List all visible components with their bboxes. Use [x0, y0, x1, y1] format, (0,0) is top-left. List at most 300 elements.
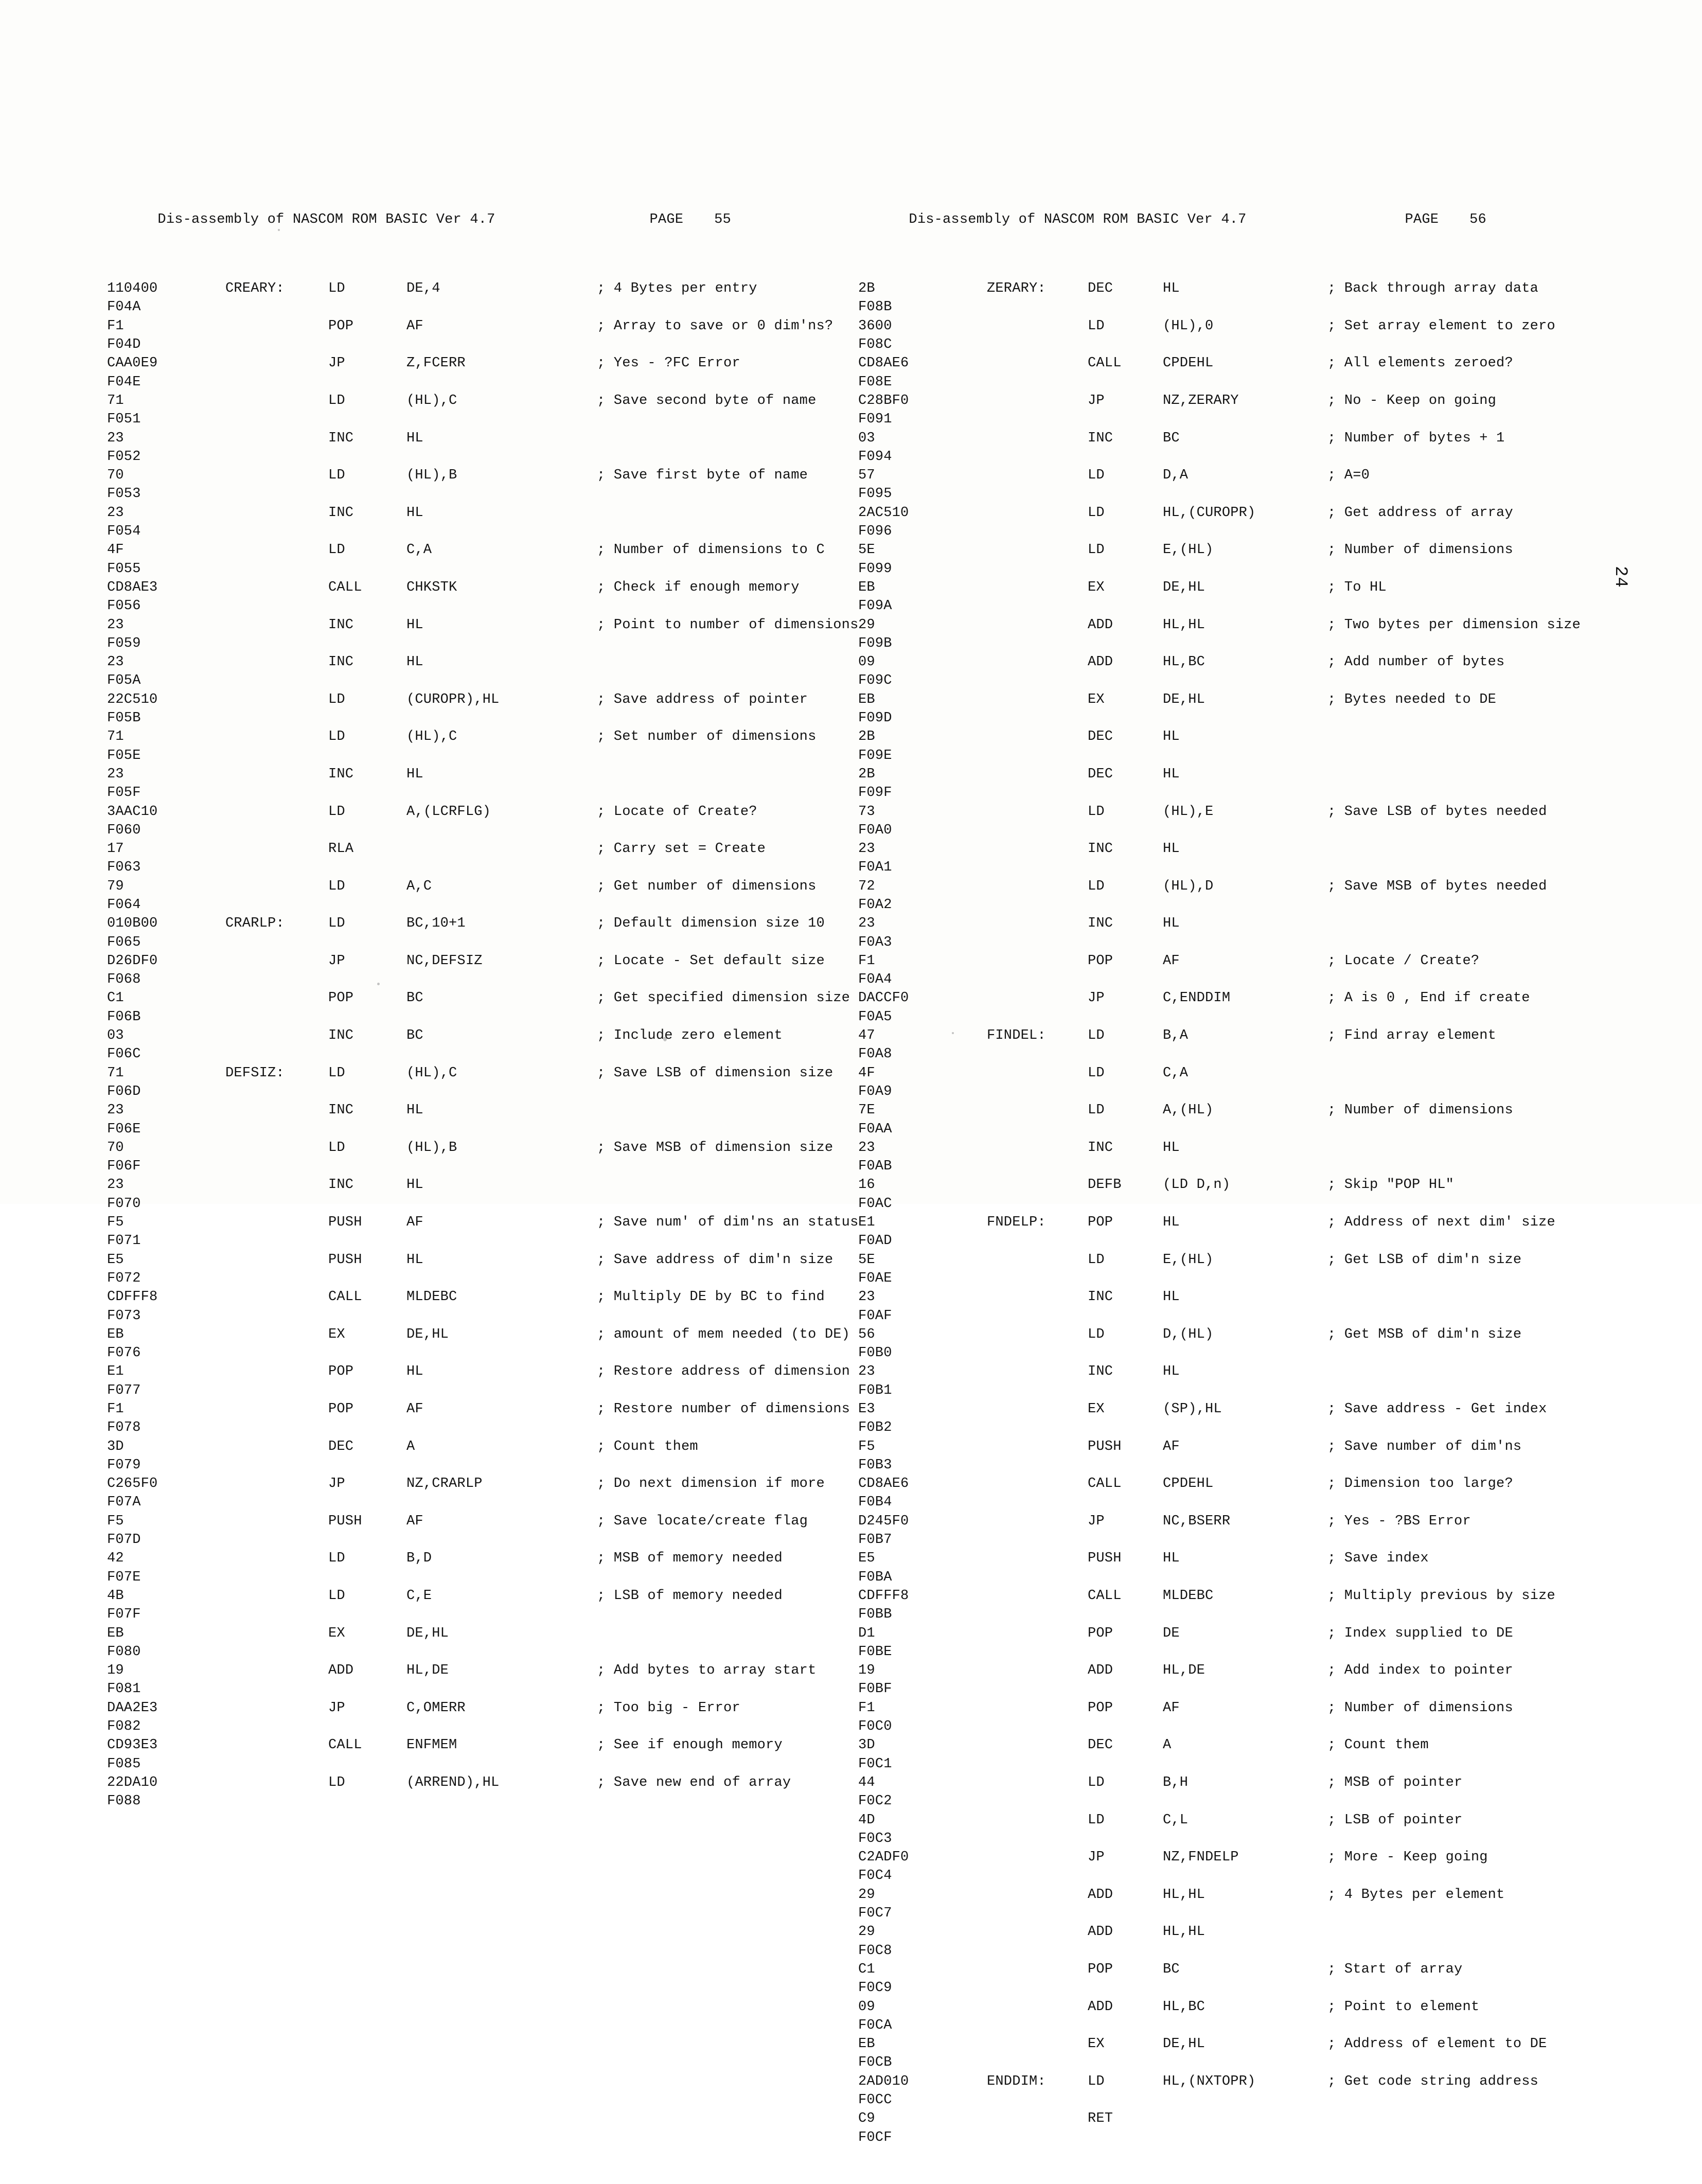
instruction-comment: ; Start of array — [1327, 1961, 1463, 1977]
instruction-comment: ; Save LSB of dimension size — [597, 1065, 834, 1081]
listing-row — [858, 1755, 1604, 1773]
instruction-operands: (ARREND),HL — [406, 1774, 500, 1790]
instruction-comment: ; Get address of array — [1327, 505, 1513, 521]
instruction-operands: HL,BC — [1163, 1999, 1205, 2015]
instruction-address: F0BF — [858, 1681, 892, 1697]
instruction-address: F0C0 — [858, 1719, 892, 1735]
instruction-mnemonic: LD — [1088, 1774, 1105, 1790]
instruction-bytes: 57 — [858, 468, 875, 484]
instruction-bytes: 70 — [107, 468, 124, 484]
instruction-operands: (LD D,n) — [1163, 1177, 1231, 1193]
instruction-comment: ; Find array element — [1327, 1028, 1497, 1044]
listing-row — [107, 747, 843, 765]
instruction-mnemonic: INC — [328, 1177, 354, 1193]
listing-row — [858, 1269, 1604, 1288]
instruction-mnemonic: EX — [328, 1625, 345, 1641]
instruction-comment: ; Get MSB of dim'n size — [1327, 1326, 1522, 1342]
instruction-comment: ; Include zero element — [597, 1028, 783, 1044]
listing-row — [107, 1381, 843, 1400]
listing-row — [107, 1418, 843, 1437]
instruction-comment: ; Save num' of dim'ns an status — [597, 1215, 859, 1231]
instruction-address: F063 — [107, 860, 141, 876]
instruction-bytes: CD8AE6 — [858, 356, 909, 371]
instruction-comment: ; Locate of Create? — [597, 804, 757, 820]
instruction-mnemonic: CALL — [1088, 1588, 1122, 1604]
instruction-comment: ; Number of dimensions to C — [597, 542, 825, 558]
instruction-mnemonic: LD — [1088, 878, 1105, 894]
instruction-comment: ; Save address of dim'n size — [597, 1252, 834, 1268]
instruction-mnemonic: PUSH — [328, 1252, 362, 1268]
instruction-mnemonic: JP — [328, 1700, 345, 1716]
instruction-mnemonic: ADD — [1088, 654, 1113, 670]
instruction-bytes: 23 — [107, 505, 124, 521]
listing-row — [107, 1568, 843, 1587]
instruction-bytes: EB — [858, 691, 875, 707]
instruction-mnemonic: ADD — [1088, 617, 1113, 633]
instruction-address: F079 — [107, 1457, 141, 1473]
instruction-operands: AF — [1163, 953, 1180, 969]
instruction-address: F09C — [858, 673, 892, 689]
instruction-address: F0AB — [858, 1159, 892, 1175]
listing-row — [858, 1493, 1604, 1512]
instruction-bytes: 2AC510 — [858, 505, 909, 521]
listing-row — [858, 747, 1604, 765]
instruction-operands: MLDEBC — [406, 1289, 457, 1305]
instruction-operands: (HL),E — [1163, 804, 1214, 820]
instruction-bytes: 70 — [107, 1140, 124, 1156]
instruction-operands: C,L — [1163, 1812, 1189, 1828]
listing-row — [107, 1008, 843, 1026]
instruction-label: ZERARY: — [987, 281, 1046, 297]
listing-row — [858, 298, 1604, 316]
instruction-address: F06C — [107, 1046, 141, 1062]
listing-row — [107, 1531, 843, 1549]
listing-row — [107, 1680, 843, 1698]
instruction-operands: Z,FCERR — [406, 356, 466, 371]
instruction-operands: HL — [1163, 841, 1180, 857]
instruction-bytes: 23 — [858, 841, 875, 857]
instruction-address: F099 — [858, 561, 892, 577]
instruction-mnemonic: POP — [1088, 1961, 1113, 1977]
instruction-mnemonic: LD — [328, 1140, 345, 1156]
instruction-address: F05A — [107, 673, 141, 689]
instruction-bytes: F5 — [858, 1439, 875, 1454]
scan-speck — [952, 1032, 954, 1034]
instruction-address: F070 — [107, 1196, 141, 1212]
instruction-operands: DE,HL — [1163, 2036, 1205, 2052]
instruction-address: F0AD — [858, 1233, 892, 1249]
instruction-operands: HL — [1163, 1215, 1180, 1231]
instruction-comment: ; See if enough memory — [597, 1737, 783, 1753]
instruction-bytes: 19 — [858, 1663, 875, 1679]
instruction-bytes: 4D — [858, 1812, 875, 1828]
instruction-operands: DE,HL — [406, 1625, 449, 1641]
instruction-mnemonic: LD — [1088, 1326, 1105, 1342]
listing-row — [858, 1008, 1604, 1026]
instruction-label: FINDEL: — [987, 1028, 1046, 1044]
listing-row — [107, 597, 843, 615]
instruction-mnemonic: INC — [328, 1028, 354, 1044]
instruction-bytes: DACCF0 — [858, 990, 909, 1006]
instruction-address: F08C — [858, 337, 892, 353]
instruction-mnemonic: POP — [328, 1401, 354, 1417]
listing-row — [858, 896, 1604, 914]
listing-row — [107, 410, 843, 429]
instruction-address: F0AA — [858, 1121, 892, 1137]
instruction-address: F0AC — [858, 1196, 892, 1212]
instruction-operands: C,ENDDIM — [1163, 990, 1231, 1006]
instruction-mnemonic: INC — [1088, 1364, 1113, 1380]
instruction-mnemonic: LD — [1088, 804, 1105, 820]
listing-row — [858, 2016, 1604, 2035]
listing-row — [107, 671, 843, 690]
instruction-operands: HL — [406, 505, 423, 521]
instruction-comment: ; Locate - Set default size — [597, 953, 825, 969]
instruction-comment: ; All elements zeroed? — [1327, 356, 1513, 371]
instruction-mnemonic: PUSH — [1088, 1439, 1122, 1454]
instruction-operands: HL — [406, 617, 423, 633]
instruction-mnemonic: DEFB — [1088, 1177, 1122, 1193]
instruction-comment: ; Add number of bytes — [1327, 654, 1505, 670]
instruction-operands: C,A — [406, 542, 432, 558]
document-title: Dis-assembly of NASCOM ROM BASIC Ver 4.7 — [909, 211, 1247, 227]
instruction-address: F056 — [107, 598, 141, 614]
instruction-address: F0BE — [858, 1644, 892, 1660]
listing-row — [107, 858, 843, 877]
instruction-operands: CPDEHL — [1163, 1476, 1214, 1492]
listing-row — [858, 1979, 1604, 1997]
instruction-mnemonic: LD — [1088, 2073, 1105, 2089]
listing-column-right — [858, 154, 1604, 2184]
instruction-mnemonic: LD — [328, 916, 345, 932]
listing-row — [107, 373, 843, 392]
document-header-right — [858, 192, 1604, 242]
instruction-operands: A,(HL) — [1163, 1103, 1214, 1118]
instruction-mnemonic: LD — [328, 1588, 345, 1604]
listing-row — [858, 1456, 1604, 1475]
listing-row — [858, 1792, 1604, 1810]
listing-row — [858, 1568, 1604, 1587]
instruction-mnemonic: LD — [1088, 505, 1105, 521]
instruction-operands: D,A — [1163, 468, 1189, 484]
instruction-operands: DE,HL — [1163, 579, 1205, 595]
instruction-operands: DE — [1163, 1625, 1180, 1641]
instruction-bytes: D245F0 — [858, 1513, 909, 1529]
listing-row — [858, 933, 1604, 952]
instruction-address: F0C8 — [858, 1943, 892, 1959]
instruction-operands: (CUROPR),HL — [406, 691, 500, 707]
instruction-operands: C,OMERR — [406, 1700, 466, 1716]
instruction-mnemonic: LD — [328, 281, 345, 297]
instruction-operands: ENFMEM — [406, 1737, 457, 1753]
instruction-bytes: EB — [107, 1326, 124, 1342]
document-header-left — [107, 192, 843, 242]
instruction-bytes: 29 — [858, 1924, 875, 1940]
instruction-operands: CPDEHL — [1163, 356, 1214, 371]
scan-speck — [377, 983, 380, 985]
instruction-label: DEFSIZ: — [225, 1065, 285, 1081]
instruction-comment: ; Number of dimensions — [1327, 542, 1513, 558]
listing-row — [858, 1680, 1604, 1698]
instruction-address: F082 — [107, 1719, 141, 1735]
instruction-mnemonic: CALL — [1088, 356, 1122, 371]
listing-row — [858, 1232, 1604, 1250]
instruction-bytes: F5 — [107, 1215, 124, 1231]
instruction-address: F05F — [107, 785, 141, 801]
sheet-page-number: 24 — [1610, 566, 1630, 588]
instruction-bytes: 71 — [107, 393, 124, 409]
instruction-comment: ; Restore number of dimensions — [597, 1401, 850, 1417]
instruction-address: F068 — [107, 972, 141, 988]
instruction-address: F0A4 — [858, 972, 892, 988]
instruction-address: F088 — [107, 1794, 141, 1809]
instruction-mnemonic: POP — [1088, 1215, 1113, 1231]
instruction-operands: HL,BC — [1163, 654, 1205, 670]
instruction-address: F096 — [858, 524, 892, 540]
instruction-bytes: 2B — [858, 281, 875, 297]
instruction-comment: ; Number of bytes + 1 — [1327, 430, 1505, 446]
listing-row — [858, 410, 1604, 429]
instruction-operands: HL — [1163, 1551, 1180, 1567]
instruction-bytes: 010B00 — [107, 916, 158, 932]
instruction-bytes: 23 — [107, 1103, 124, 1118]
instruction-address: F05B — [107, 711, 141, 726]
listing-row — [858, 1605, 1604, 1624]
instruction-address: F09E — [858, 748, 892, 763]
instruction-operands: HL,HL — [1163, 1924, 1205, 1940]
listing-row — [858, 522, 1604, 541]
instruction-mnemonic: LD — [328, 1551, 345, 1567]
instruction-mnemonic: ADD — [1088, 1924, 1113, 1940]
instruction-address: F0CA — [858, 2017, 892, 2033]
instruction-operands: HL,DE — [1163, 1663, 1205, 1679]
listing-row — [107, 1307, 843, 1325]
instruction-mnemonic: DEC — [1088, 729, 1113, 745]
instruction-comment: ; 4 Bytes per element — [1327, 1887, 1505, 1903]
instruction-mnemonic: CALL — [328, 1289, 362, 1305]
instruction-address: F081 — [107, 1681, 141, 1697]
instruction-comment: ; Number of dimensions — [1327, 1700, 1513, 1716]
instruction-mnemonic: JP — [1088, 990, 1105, 1006]
instruction-bytes: 72 — [858, 878, 875, 894]
instruction-mnemonic: JP — [1088, 1850, 1105, 1866]
instruction-comment: ; Locate / Create? — [1327, 953, 1480, 969]
instruction-mnemonic: ADD — [1088, 1663, 1113, 1679]
listing-row — [858, 1942, 1604, 1960]
instruction-mnemonic: RET — [1088, 2111, 1113, 2127]
instruction-mnemonic: PUSH — [328, 1215, 362, 1231]
listing-row — [107, 1157, 843, 1176]
instruction-address: F051 — [107, 412, 141, 428]
instruction-mnemonic: POP — [1088, 953, 1113, 969]
instruction-bytes: 23 — [858, 916, 875, 932]
instruction-operands: (HL),D — [1163, 878, 1214, 894]
instruction-comment: ; A is 0 , End if create — [1327, 990, 1530, 1006]
instruction-bytes: DAA2E3 — [107, 1700, 158, 1716]
instruction-operands: NZ,ZERARY — [1163, 393, 1239, 409]
instruction-mnemonic: LD — [1088, 1028, 1105, 1044]
instruction-bytes: C1 — [858, 1961, 875, 1977]
instruction-mnemonic: LD — [1088, 1065, 1105, 1081]
document-title: Dis-assembly of NASCOM ROM BASIC Ver 4.7 — [157, 211, 495, 227]
instruction-operands: A — [1163, 1737, 1172, 1753]
listing-row — [107, 709, 843, 727]
listing-row — [858, 560, 1604, 578]
instruction-operands: (HL),B — [406, 1140, 457, 1156]
instruction-bytes: 22C510 — [107, 691, 158, 707]
instruction-bytes: F1 — [858, 953, 875, 969]
listing-row — [858, 1307, 1604, 1325]
listing-row — [858, 1643, 1604, 1661]
instruction-comment: ; Multiply previous by size — [1327, 1588, 1555, 1604]
instruction-comment: ; Set array element to zero — [1327, 318, 1555, 334]
listing-row — [858, 1120, 1604, 1139]
instruction-address: F07E — [107, 1569, 141, 1585]
instruction-operands: DE,HL — [406, 1326, 449, 1342]
instruction-mnemonic: DEC — [1088, 1737, 1113, 1753]
instruction-bytes: 3D — [858, 1737, 875, 1753]
instruction-address: F060 — [107, 822, 141, 838]
instruction-comment: ; Save index — [1327, 1551, 1429, 1567]
instruction-bytes: CDFFF8 — [107, 1289, 158, 1305]
instruction-address: F06F — [107, 1159, 141, 1175]
listing-row — [107, 1643, 843, 1661]
instruction-bytes: EB — [858, 579, 875, 595]
instruction-address: F0B3 — [858, 1457, 892, 1473]
instruction-bytes: 5E — [858, 542, 875, 558]
instruction-operands: HL,(CUROPR) — [1163, 505, 1256, 521]
instruction-address: F0B4 — [858, 1495, 892, 1511]
page-number: 56 — [1469, 211, 1486, 227]
instruction-comment: ; amount of mem needed (to DE) — [597, 1326, 850, 1342]
instruction-mnemonic: EX — [328, 1326, 345, 1342]
instruction-address: F052 — [107, 449, 141, 465]
instruction-comment: ; Get LSB of dim'n size — [1327, 1252, 1522, 1268]
instruction-mnemonic: INC — [1088, 916, 1113, 932]
instruction-operands: A — [406, 1439, 415, 1454]
instruction-bytes: F1 — [858, 1700, 875, 1716]
instruction-mnemonic: INC — [328, 617, 354, 633]
instruction-comment: ; Save LSB of bytes needed — [1327, 804, 1547, 820]
instruction-comment: ; Save MSB of dimension size — [597, 1140, 834, 1156]
listing-row — [858, 1344, 1604, 1362]
page-label: PAGE — [649, 211, 684, 227]
instruction-mnemonic: POP — [328, 990, 354, 1006]
instruction-operands: HL — [1163, 1364, 1180, 1380]
instruction-comment: ; Too big - Error — [597, 1700, 740, 1716]
instruction-comment: ; Array to save or 0 dim'ns? — [597, 318, 834, 334]
instruction-comment: ; Save new end of array — [597, 1774, 791, 1790]
listing-row — [107, 335, 843, 354]
instruction-bytes: F5 — [107, 1513, 124, 1529]
instruction-address: F0A9 — [858, 1084, 892, 1099]
instruction-operands: HL,HL — [1163, 617, 1205, 633]
listing-row — [858, 2053, 1604, 2072]
assembly-listing-right — [858, 279, 1604, 2147]
instruction-mnemonic: LD — [1088, 1103, 1105, 1118]
instruction-mnemonic: DEC — [328, 1439, 354, 1454]
listing-row — [107, 560, 843, 578]
instruction-comment: ; MSB of memory needed — [597, 1551, 783, 1567]
instruction-comment: ; Bytes needed to DE — [1327, 691, 1497, 707]
instruction-mnemonic: EX — [1088, 2036, 1105, 2052]
instruction-bytes: CD93E3 — [107, 1737, 158, 1753]
instruction-operands: HL — [1163, 1289, 1180, 1305]
instruction-address: F055 — [107, 561, 141, 577]
instruction-operands: HL — [406, 1252, 423, 1268]
instruction-bytes: 23 — [107, 1177, 124, 1193]
listing-row — [107, 1792, 843, 1810]
listing-row — [107, 485, 843, 503]
instruction-bytes: F1 — [107, 318, 124, 334]
instruction-comment: ; Number of dimensions — [1327, 1103, 1513, 1118]
instruction-comment: ; Two bytes per dimension size — [1327, 617, 1581, 633]
instruction-address: F0C9 — [858, 1980, 892, 1996]
instruction-bytes: 03 — [107, 1028, 124, 1044]
instruction-bytes: C2ADF0 — [858, 1850, 909, 1866]
instruction-operands: A,C — [406, 878, 432, 894]
instruction-comment: ; 4 Bytes per entry — [597, 281, 757, 297]
instruction-operands: B,A — [1163, 1028, 1189, 1044]
instruction-operands: HL — [1163, 1140, 1180, 1156]
instruction-operands: HL,HL — [1163, 1887, 1205, 1903]
instruction-comment: ; Index supplied to DE — [1327, 1625, 1513, 1641]
instruction-mnemonic: LD — [328, 1774, 345, 1790]
instruction-operands: BC — [1163, 1961, 1180, 1977]
instruction-address: F080 — [107, 1644, 141, 1660]
instruction-operands: HL — [406, 430, 423, 446]
page-label: PAGE — [1405, 211, 1439, 227]
instruction-operands: HL — [406, 1103, 423, 1118]
instruction-mnemonic: JP — [328, 356, 345, 371]
instruction-mnemonic: PUSH — [328, 1513, 362, 1529]
instruction-bytes: E1 — [107, 1364, 124, 1380]
assembly-listing-left — [107, 279, 859, 1810]
instruction-mnemonic: LD — [328, 804, 345, 820]
instruction-operands: HL — [406, 1177, 423, 1193]
instruction-operands: B,H — [1163, 1774, 1189, 1790]
instruction-operands: BC — [406, 1028, 423, 1044]
listing-row — [107, 298, 843, 316]
instruction-operands: HL,(NXTOPR) — [1163, 2073, 1256, 2089]
instruction-address: F0B1 — [858, 1382, 892, 1398]
instruction-mnemonic: JP — [1088, 1513, 1105, 1529]
instruction-operands: NZ,CRARLP — [406, 1476, 483, 1492]
instruction-address: F0CB — [858, 2055, 892, 2071]
instruction-address: F0BA — [858, 1569, 892, 1585]
instruction-operands: HL — [406, 766, 423, 782]
listing-row — [858, 448, 1604, 466]
instruction-address: F05E — [107, 748, 141, 763]
instruction-address: F0BB — [858, 1607, 892, 1623]
instruction-operands: HL — [406, 654, 423, 670]
instruction-operands: HL — [1163, 766, 1180, 782]
instruction-comment: ; Default dimension size 10 — [597, 916, 825, 932]
instruction-bytes: 71 — [107, 729, 124, 745]
instruction-comment: ; Point to number of dimensions — [597, 617, 859, 633]
instruction-comment: ; LSB of pointer — [1327, 1812, 1463, 1828]
instruction-mnemonic: INC — [328, 430, 354, 446]
instruction-mnemonic: CALL — [328, 579, 362, 595]
instruction-address: F0C2 — [858, 1794, 892, 1809]
listing-row — [858, 1157, 1604, 1176]
instruction-bytes: 17 — [107, 841, 124, 857]
instruction-mnemonic: LD — [1088, 1252, 1105, 1268]
instruction-address: F0CC — [858, 2092, 892, 2108]
instruction-address: F0A2 — [858, 897, 892, 913]
instruction-operands: AF — [406, 1215, 423, 1231]
instruction-mnemonic: JP — [328, 1476, 345, 1492]
